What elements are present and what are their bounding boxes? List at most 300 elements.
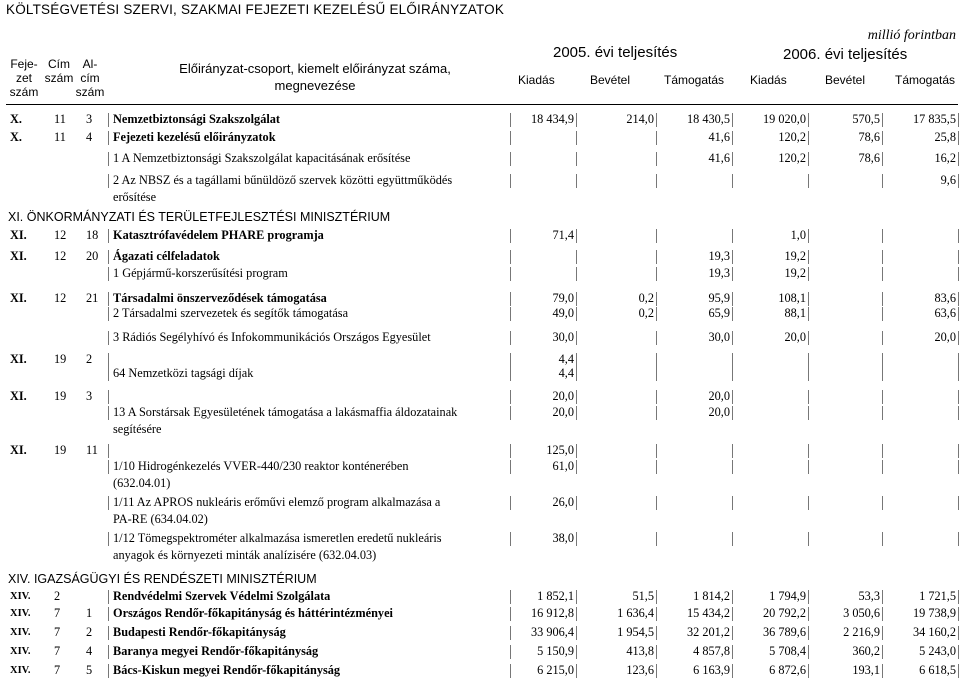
cell-divider [882, 331, 883, 345]
value-cell: 41,6 [708, 130, 730, 144]
cell-divider [510, 174, 511, 188]
cell-divider [510, 532, 511, 546]
value-cell: 6 215,0 [537, 663, 574, 677]
cim-cell: 19 [54, 389, 67, 403]
column-header-cim: Cím szám [44, 57, 74, 85]
cell-divider [808, 229, 809, 243]
column-header-bevetel-2005: Bevétel [590, 73, 631, 87]
value-cell: 20,0 [552, 405, 574, 419]
cell-divider [732, 590, 733, 604]
value-cell: 9,6 [940, 173, 956, 187]
cell-divider [656, 307, 657, 321]
cell-divider [808, 113, 809, 127]
value-cell: 71,4 [552, 228, 574, 242]
description-cell: Baranya megyei Rendőr-főkapitányság [113, 644, 319, 658]
cell-divider [958, 626, 959, 640]
description-cell: 2 Társadalmi szervezetek és segítők támogatása [113, 306, 349, 320]
cell-divider [882, 113, 883, 127]
section-heading-xiv: XIV. IGAZSÁGÜGYI ÉS RENDÉSZETI MINISZTÉRIUM [8, 572, 317, 586]
description-cell: Katasztrófavédelem PHARE programja [113, 228, 324, 242]
cell-divider [510, 496, 511, 510]
cell-divider [576, 307, 577, 321]
header-divider [6, 104, 958, 105]
value-cell: 95,9 [708, 291, 730, 305]
description-cell: 1 A Nemzetbiztonsági Szakszolgálat kapacitásának erősítése [113, 151, 411, 165]
cell-divider [882, 607, 883, 621]
cell-divider [576, 292, 577, 306]
cim-cell: 7 [54, 625, 61, 639]
cell-divider [732, 532, 733, 546]
cim-cell: 19 [54, 443, 67, 457]
cell-divider [958, 174, 959, 188]
cell-divider [510, 460, 511, 474]
value-cell: 5 243,0 [919, 644, 956, 658]
cell-divider [732, 229, 733, 243]
cell-divider [958, 367, 959, 381]
value-cell: 6 163,9 [693, 663, 730, 677]
value-cell: 120,2 [778, 130, 806, 144]
value-cell: 20,0 [708, 389, 730, 403]
cell-divider [882, 367, 883, 381]
cell-divider [808, 590, 809, 604]
column-header-tamogatas-2005: Támogatás [664, 73, 725, 87]
cell-divider [882, 444, 883, 458]
value-cell: 214,0 [626, 112, 654, 126]
value-cell: 19 020,0 [762, 112, 806, 126]
description-cell: 1/10 Hidrogénkezelés VVER-440/230 reaktor konténerében (632.04.01) [113, 459, 409, 490]
cell-divider [510, 292, 511, 306]
cell-divider [576, 532, 577, 546]
cell-divider [958, 229, 959, 243]
alcim-cell: 3 [86, 112, 93, 126]
alcim-cell: 2 [86, 352, 93, 366]
cell-divider [732, 113, 733, 127]
cell-divider [576, 664, 577, 678]
column-header-description: Előirányzat-csoport, kiemelt előirányzat száma, megnevezése [179, 61, 451, 93]
cell-divider [576, 152, 577, 166]
column-header-bevetel-2006: Bevétel [825, 73, 866, 87]
cell-divider [576, 131, 577, 145]
value-cell: 19 738,9 [912, 606, 956, 620]
cell-divider [882, 664, 883, 678]
alcim-cell: 3 [86, 389, 93, 403]
description-cell: Fejezeti kezelésű előirányzatok [113, 130, 276, 144]
cell-divider [576, 496, 577, 510]
cell-divider [656, 267, 657, 281]
value-cell: 4,4 [558, 352, 574, 366]
value-cell: 1 794,9 [769, 589, 806, 603]
cim-cell: 19 [54, 352, 67, 366]
value-cell: 49,0 [552, 306, 574, 320]
fejezet-cell: XI. [10, 291, 27, 305]
alcim-cell: 11 [86, 443, 98, 457]
cell-divider [958, 444, 959, 458]
cell-divider [576, 390, 577, 404]
cell-divider [656, 250, 657, 264]
value-cell: 19,2 [784, 266, 806, 280]
cell-divider [510, 590, 511, 604]
cell-divider [808, 664, 809, 678]
cell-divider [882, 645, 883, 659]
value-cell: 18 430,5 [686, 112, 730, 126]
cell-divider [882, 174, 883, 188]
value-cell: 79,0 [552, 291, 574, 305]
cell-divider [732, 496, 733, 510]
cell-divider [108, 406, 109, 420]
cell-divider [576, 406, 577, 420]
cell-divider [808, 292, 809, 306]
description-cell: 64 Nemzetközi tagsági díjak [113, 366, 254, 380]
cell-divider [808, 626, 809, 640]
cell-divider [108, 590, 109, 604]
value-cell: 20,0 [708, 405, 730, 419]
cell-divider [808, 250, 809, 264]
cell-divider [958, 331, 959, 345]
cell-divider [882, 626, 883, 640]
cell-divider [108, 152, 109, 166]
cell-divider [108, 292, 109, 306]
cell-divider [656, 590, 657, 604]
cell-divider [576, 590, 577, 604]
cell-divider [108, 532, 109, 546]
cell-divider [808, 353, 809, 367]
cell-divider [108, 390, 109, 404]
cell-divider [732, 444, 733, 458]
value-cell: 108,1 [778, 291, 806, 305]
column-header-tamogatas-2006: Támogatás [895, 73, 956, 87]
cell-divider [958, 292, 959, 306]
value-cell: 5 708,4 [769, 644, 806, 658]
cell-divider [108, 444, 109, 458]
cell-divider [958, 460, 959, 474]
cim-cell: 12 [54, 228, 67, 242]
alcim-cell: 20 [86, 249, 99, 263]
cell-divider [808, 406, 809, 420]
cell-divider [732, 460, 733, 474]
description-cell: 2 Az NBSZ és a tagállami bűnüldöző szervek közötti együttműködés erősítése [113, 173, 453, 204]
value-cell: 32 201,2 [686, 625, 730, 639]
alcim-cell: 18 [86, 228, 99, 242]
cim-cell: 12 [54, 249, 67, 263]
cell-divider [958, 406, 959, 420]
cell-divider [882, 292, 883, 306]
fejezet-cell: XIV. [10, 646, 31, 657]
cell-divider [808, 607, 809, 621]
value-cell: 20,0 [784, 330, 806, 344]
cell-divider [108, 331, 109, 345]
cell-divider [510, 229, 511, 243]
cell-divider [656, 607, 657, 621]
cell-divider [656, 406, 657, 420]
fejezet-cell: XI. [10, 389, 27, 403]
cell-divider [882, 496, 883, 510]
cell-divider [808, 131, 809, 145]
cell-divider [108, 353, 109, 367]
section-heading-xi: XI. ÖNKORMÁNYZATI ÉS TERÜLETFEJLESZTÉSI MINISZTÉRIUM [8, 210, 391, 224]
cell-divider [576, 626, 577, 640]
cell-divider [732, 367, 733, 381]
cell-divider [882, 267, 883, 281]
cell-divider [732, 607, 733, 621]
cell-divider [656, 496, 657, 510]
value-cell: 16 912,8 [530, 606, 574, 620]
value-cell: 19,2 [784, 249, 806, 263]
value-cell: 6 618,5 [919, 663, 956, 677]
value-cell: 15 434,2 [686, 606, 730, 620]
cell-divider [108, 645, 109, 659]
cell-divider [882, 229, 883, 243]
cell-divider [108, 307, 109, 321]
cell-divider [576, 113, 577, 127]
cell-divider [732, 250, 733, 264]
cell-divider [882, 390, 883, 404]
cell-divider [732, 331, 733, 345]
value-cell: 123,6 [626, 663, 654, 677]
value-cell: 38,0 [552, 531, 574, 545]
cell-divider [808, 331, 809, 345]
cell-divider [732, 664, 733, 678]
description-cell: Budapesti Rendőr-főkapitányság [113, 625, 286, 639]
alcim-cell: 1 [86, 606, 93, 620]
alcim-cell: 5 [86, 663, 93, 677]
value-cell: 88,1 [784, 306, 806, 320]
cell-divider [808, 367, 809, 381]
value-cell: 20,0 [934, 330, 956, 344]
value-cell: 25,8 [934, 130, 956, 144]
cell-divider [732, 645, 733, 659]
cell-divider [656, 664, 657, 678]
fejezet-cell: XI. [10, 352, 27, 366]
cell-divider [882, 250, 883, 264]
cell-divider [108, 607, 109, 621]
value-cell: 1 814,2 [693, 589, 730, 603]
cell-divider [958, 353, 959, 367]
cell-divider [732, 353, 733, 367]
page-title: KÖLTSÉGVETÉSI SZERVI, SZAKMAI FEJEZETI KEZELÉSŰ ELŐIRÁNYZATOK [6, 2, 505, 17]
cell-divider [958, 496, 959, 510]
description-cell: Országos Rendőr-főkapitányság és háttérintézményei [113, 606, 393, 620]
value-cell: 19,3 [708, 249, 730, 263]
cell-divider [108, 250, 109, 264]
alcim-cell: 4 [86, 644, 93, 658]
value-cell: 1 636,4 [617, 606, 654, 620]
value-cell: 193,1 [852, 663, 880, 677]
value-cell: 18 434,9 [530, 112, 574, 126]
cell-divider [958, 532, 959, 546]
value-cell: 41,6 [708, 151, 730, 165]
description-cell: Ágazati célfeladatok [113, 249, 220, 263]
cell-divider [576, 250, 577, 264]
cell-divider [108, 267, 109, 281]
cell-divider [656, 131, 657, 145]
fejezet-cell: XI. [10, 249, 27, 263]
cell-divider [576, 174, 577, 188]
cell-divider [108, 174, 109, 188]
cell-divider [510, 152, 511, 166]
value-cell: 33 906,4 [530, 625, 574, 639]
fejezet-cell: XIV. [10, 627, 31, 638]
description-cell: 3 Rádiós Segélyhívó és Infokommunikációs Országos Egyesület [113, 330, 431, 344]
cell-divider [108, 229, 109, 243]
cell-divider [808, 444, 809, 458]
year-2006-header: 2006. évi teljesítés [783, 46, 908, 63]
cell-divider [510, 444, 511, 458]
value-cell: 1,0 [790, 228, 806, 242]
cell-divider [882, 152, 883, 166]
cell-divider [808, 460, 809, 474]
cell-divider [958, 607, 959, 621]
cim-cell: 2 [54, 589, 61, 603]
value-cell: 65,9 [708, 306, 730, 320]
alcim-cell: 2 [86, 625, 93, 639]
description-cell: 1/12 Tömegspektrométer alkalmazása ismeretlen eredetű nukleáris anyagok és környezeti minták analízisére (632.04.03) [113, 531, 442, 562]
column-header-fejezet: Feje- zet szám [9, 57, 39, 99]
cell-divider [576, 267, 577, 281]
column-header-alcim: Al- cím szám [75, 57, 105, 99]
cim-cell: 12 [54, 291, 67, 305]
cim-cell: 11 [54, 130, 66, 144]
cell-divider [808, 390, 809, 404]
cell-divider [108, 460, 109, 474]
cell-divider [510, 131, 511, 145]
value-cell: 6 872,6 [769, 663, 806, 677]
value-cell: 19,3 [708, 266, 730, 280]
value-cell: 36 789,6 [762, 625, 806, 639]
cell-divider [656, 292, 657, 306]
cell-divider [576, 460, 577, 474]
cell-divider [732, 292, 733, 306]
cell-divider [108, 626, 109, 640]
value-cell: 1 852,1 [537, 589, 574, 603]
value-cell: 1 721,5 [919, 589, 956, 603]
description-cell: Társadalmi önszerveződések támogatása [113, 291, 327, 305]
value-cell: 61,0 [552, 459, 574, 473]
cell-divider [656, 460, 657, 474]
cell-divider [882, 307, 883, 321]
value-cell: 26,0 [552, 495, 574, 509]
cell-divider [576, 607, 577, 621]
value-cell: 4,4 [558, 366, 574, 380]
value-cell: 5 150,9 [537, 644, 574, 658]
fejezet-cell: XIV. [10, 665, 31, 676]
cell-divider [576, 444, 577, 458]
cell-divider [958, 390, 959, 404]
value-cell: 0,2 [638, 306, 654, 320]
cell-divider [510, 390, 511, 404]
value-cell: 3 050,6 [843, 606, 880, 620]
fejezet-cell: XIV. [10, 591, 31, 602]
description-cell: Bács-Kiskun megyei Rendőr-főkapitányság [113, 663, 341, 677]
cell-divider [108, 664, 109, 678]
cell-divider [958, 113, 959, 127]
cell-divider [808, 496, 809, 510]
cell-divider [808, 645, 809, 659]
year-2005-header: 2005. évi teljesítés [553, 44, 678, 61]
value-cell: 413,8 [626, 644, 654, 658]
cim-cell: 7 [54, 644, 61, 658]
cell-divider [882, 590, 883, 604]
cell-divider [958, 645, 959, 659]
value-cell: 78,6 [858, 130, 880, 144]
description-cell: Nemzetbiztonsági Szakszolgálat [113, 112, 281, 126]
cell-divider [732, 174, 733, 188]
cell-divider [510, 626, 511, 640]
value-cell: 125,0 [546, 443, 574, 457]
value-cell: 34 160,2 [912, 625, 956, 639]
cell-divider [656, 390, 657, 404]
value-cell: 17 835,5 [912, 112, 956, 126]
column-header-kiadas-2006: Kiadás [750, 73, 787, 87]
alcim-cell: 4 [86, 130, 93, 144]
cell-divider [656, 152, 657, 166]
value-cell: 4 857,8 [693, 644, 730, 658]
cell-divider [808, 152, 809, 166]
cell-divider [958, 131, 959, 145]
cell-divider [882, 131, 883, 145]
cell-divider [576, 229, 577, 243]
value-cell: 20,0 [552, 389, 574, 403]
cell-divider [882, 532, 883, 546]
value-cell: 63,6 [934, 306, 956, 320]
cell-divider [732, 626, 733, 640]
cim-cell: 7 [54, 663, 61, 677]
cell-divider [958, 590, 959, 604]
value-cell: 20 792,2 [762, 606, 806, 620]
cell-divider [656, 113, 657, 127]
cell-divider [510, 645, 511, 659]
cell-divider [510, 307, 511, 321]
cell-divider [510, 267, 511, 281]
cell-divider [108, 367, 109, 381]
value-cell: 570,5 [852, 112, 880, 126]
cell-divider [808, 174, 809, 188]
cell-divider [958, 267, 959, 281]
cell-divider [656, 229, 657, 243]
cell-divider [808, 307, 809, 321]
fejezet-cell: XIV. [10, 608, 31, 619]
value-cell: 51,5 [632, 589, 654, 603]
description-cell: Rendvédelmi Szervek Védelmi Szolgálata [113, 589, 331, 603]
fejezet-cell: X. [10, 112, 22, 126]
cell-divider [882, 406, 883, 420]
cell-divider [108, 131, 109, 145]
value-cell: 1 954,5 [617, 625, 654, 639]
cell-divider [732, 131, 733, 145]
cell-divider [656, 645, 657, 659]
value-cell: 360,2 [852, 644, 880, 658]
cell-divider [656, 626, 657, 640]
fejezet-cell: XI. [10, 443, 27, 457]
cell-divider [576, 645, 577, 659]
cim-cell: 11 [54, 112, 66, 126]
cell-divider [958, 664, 959, 678]
value-cell: 2 216,9 [843, 625, 880, 639]
cell-divider [808, 532, 809, 546]
cell-divider [732, 267, 733, 281]
alcim-cell: 21 [86, 291, 99, 305]
fejezet-cell: XI. [10, 228, 27, 242]
value-cell: 16,2 [934, 151, 956, 165]
cell-divider [958, 250, 959, 264]
cell-divider [656, 174, 657, 188]
cell-divider [732, 307, 733, 321]
cell-divider [656, 532, 657, 546]
cell-divider [732, 406, 733, 420]
cell-divider [576, 353, 577, 367]
cell-divider [732, 152, 733, 166]
cell-divider [510, 406, 511, 420]
description-cell: 1/11 Az APROS nukleáris erőművi elemző program alkalmazása a PA-RE (634.04.02) [113, 495, 441, 526]
